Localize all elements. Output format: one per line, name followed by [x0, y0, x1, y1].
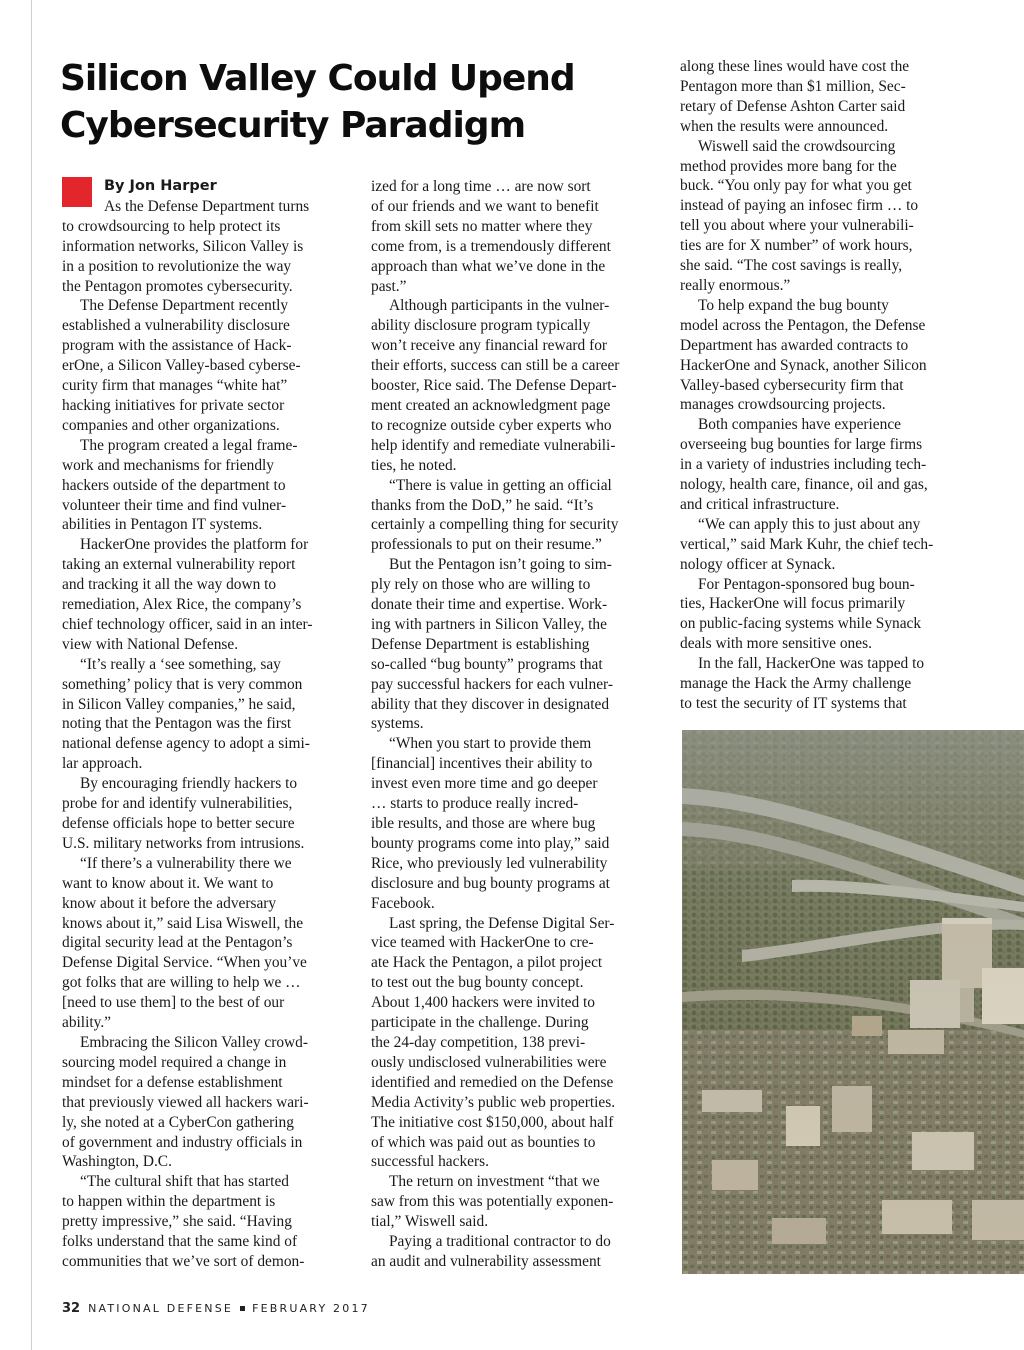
publication-name: NATIONAL DEFENSE: [88, 1302, 234, 1315]
text-line: ties, he noted.: [371, 456, 457, 474]
text-line: so-called “bug bounty” programs that: [371, 655, 603, 673]
text-line: ability that they discover in designated: [371, 695, 610, 713]
text-line: ply rely on those who are willing to: [371, 576, 591, 594]
text-line: In the fall, HackerOne was tapped to: [698, 655, 925, 673]
text-line: want to know about it. We want to: [62, 874, 274, 892]
text-line: thanks from the DoD,” he said. “It’s: [371, 496, 594, 514]
text-line: Defense Department is establishing: [371, 635, 590, 653]
title-line: Silicon Valley Could Upend: [60, 58, 575, 99]
text-line: remediation, Alex Rice, the company’s: [62, 596, 302, 614]
text-line: ties are for X number” of work hours,: [680, 237, 913, 255]
text-line: ously undisclosed vulnerabilities were: [371, 1053, 607, 1071]
paragraph: [680, 515, 980, 575]
text-line: approach than what we’ve done in the: [371, 257, 606, 275]
paragraph: [62, 655, 362, 774]
text-line: the 24-day competition, 138 previ-: [371, 1033, 586, 1051]
text-line: nology officer at Synack.: [680, 555, 836, 573]
text-line: and tracking it all the way down to: [62, 576, 277, 594]
text-line: the Pentagon promotes cybersecurity.: [62, 277, 293, 295]
text-line: As the Defense Department turns: [104, 197, 310, 215]
footer-separator: [240, 1306, 245, 1311]
text-line: participate in the challenge. During: [371, 1014, 589, 1032]
article-column-3: [680, 57, 980, 714]
text-line: she said. “The cost savings is really,: [680, 257, 903, 275]
text-line: tell you about where your vulnerabili-: [680, 217, 914, 235]
paragraph: [371, 555, 671, 734]
text-line: professionals to put on their resume.”: [371, 536, 602, 554]
page-number: 32: [62, 1301, 81, 1316]
text-line: in a variety of industries including tech-: [680, 456, 927, 474]
text-line: got folks that are willing to help we …: [62, 974, 301, 992]
text-line: Paying a traditional contractor to do: [389, 1233, 611, 1251]
text-line: volunteer their time and find vulner-: [62, 496, 287, 514]
text-line: ing with partners in Silicon Valley, the: [371, 615, 607, 633]
aerial-city-photo: [682, 730, 1024, 1274]
paragraph: [62, 436, 362, 536]
text-line: along these lines would have cost the: [680, 58, 910, 75]
text-line: help identify and remediate vulnerabili-: [371, 436, 616, 454]
text-line: [financial] incentives their ability to: [371, 755, 593, 773]
text-line: ment created an acknowledgment page: [371, 396, 611, 414]
paragraph: [680, 415, 980, 515]
text-line: The return on investment “that we: [389, 1173, 600, 1191]
text-line: HackerOne provides the platform for: [80, 536, 309, 554]
text-line: of our friends and we want to benefit: [371, 197, 599, 215]
text-line: from skill sets no matter where they: [371, 217, 593, 235]
text-line: an audit and vulnerability assessment: [371, 1252, 601, 1270]
text-line: “When you start to provide them: [389, 735, 592, 753]
title-line: Cybersecurity Paradigm: [60, 105, 526, 146]
text-line: to test the security of IT systems that: [680, 695, 907, 712]
text-line: in Silicon Valley companies,” he said,: [62, 695, 296, 713]
text-line: instead of paying an infosec firm … to: [680, 197, 919, 215]
text-line: curity firm that manages “white hat”: [62, 377, 288, 395]
text-line: Facebook.: [371, 894, 435, 912]
text-line: “If there’s a vulnerability there we: [80, 854, 292, 872]
text-line: program with the assistance of Hack-: [62, 337, 292, 355]
text-line: to crowdsourcing to help protect its: [62, 217, 281, 235]
text-line: view with National Defense.: [62, 635, 239, 653]
text-line: tial,” Wiswell said.: [371, 1213, 489, 1231]
paragraph: [62, 197, 362, 217]
article-column-2: [371, 177, 671, 1272]
text-line: deals with more sensitive ones.: [680, 635, 872, 653]
paragraph: [680, 57, 980, 137]
text-line: know about it before the adversary: [62, 894, 277, 912]
text-line: retary of Defense Ashton Carter said: [680, 97, 906, 115]
text-line: defense officials hope to better secure: [62, 815, 295, 832]
text-line: But the Pentagon isn’t going to sim-: [389, 556, 612, 574]
text-line: vertical,” said Mark Kuhr, the chief tech-: [680, 535, 934, 553]
text-line: manage the Hack the Army challenge: [680, 675, 912, 693]
paragraph: [371, 914, 671, 1173]
paragraph: [680, 296, 980, 415]
text-line: communities that we’ve sort of demon-: [62, 1252, 305, 1270]
text-line: to test out the bug bounty concept.: [371, 974, 584, 992]
text-line: their efforts, success can still be a career: [371, 357, 620, 375]
text-line: sourcing model required a change in: [62, 1053, 287, 1071]
text-line: [need to use them] to the best of our: [62, 994, 285, 1012]
text-line: something’ policy that is very common: [62, 675, 303, 693]
text-line: For Pentagon-sponsored bug boun-: [698, 575, 915, 593]
text-line: nology, health care, finance, oil and gas,: [680, 476, 928, 494]
text-line: HackerOne and Synack, another Silicon: [680, 356, 927, 374]
text-line: Pentagon more than $1 million, Sec-: [680, 77, 906, 95]
text-line: to happen within the department is: [62, 1193, 276, 1211]
byline: By Jon Harper: [104, 178, 217, 194]
text-line: certainly a compelling thing for security: [371, 516, 619, 534]
paragraph: [680, 654, 980, 714]
paragraph: [371, 476, 671, 556]
text-line: Valley-based cybersecurity firm that: [680, 376, 904, 394]
paragraph: [62, 296, 362, 435]
text-line: successful hackers.: [371, 1153, 489, 1171]
paragraph: [371, 177, 671, 296]
text-line: hacking initiatives for private sector: [62, 396, 285, 414]
text-line: The initiative cost $150,000, about half: [371, 1113, 614, 1131]
text-line: ible results, and those are where bug: [371, 815, 596, 832]
paragraph: [62, 854, 362, 1033]
text-line: Media Activity’s public web properties.: [371, 1093, 616, 1111]
paragraph: [371, 296, 671, 475]
text-line: folks understand that the same kind of: [62, 1233, 298, 1251]
text-line: donate their time and expertise. Work-: [371, 596, 608, 614]
text-line: method provides more bang for the: [680, 157, 897, 175]
paragraph: [62, 1033, 362, 1172]
text-line: established a vulnerability disclosure: [62, 317, 290, 335]
text-line: Defense Digital Service. “When you’ve: [62, 954, 307, 972]
paragraph: [62, 217, 362, 297]
page-left-rule: [31, 0, 32, 1350]
article-column-1: [62, 177, 362, 1272]
paragraph: [371, 1172, 671, 1232]
text-line: Although participants in the vulner-: [389, 297, 610, 315]
text-line: overseeing bug bounties for large firms: [680, 436, 923, 454]
text-line: information networks, Silicon Valley is: [62, 237, 304, 255]
text-line: saw from this was potentially exponen-: [371, 1193, 614, 1211]
text-line: ized for a long time … are now sort: [371, 178, 591, 195]
text-line: “We can apply this to just about any: [698, 515, 921, 533]
text-line: Wiswell said the crowdsourcing: [698, 137, 896, 155]
text-line: About 1,400 hackers were invited to: [371, 994, 595, 1012]
paragraph: [62, 1172, 362, 1272]
text-line: “It’s really a ‘see something, say: [80, 655, 281, 673]
text-line: of which was paid out as bounties to: [371, 1133, 596, 1151]
text-line: erOne, a Silicon Valley-based cyberse-: [62, 357, 301, 375]
text-line: The program created a legal frame-: [80, 436, 298, 454]
text-line: companies and other organizations.: [62, 416, 280, 434]
text-line: digital security lead at the Pentagon’s: [62, 934, 293, 952]
text-line: to recognize outside cyber experts who: [371, 416, 612, 434]
text-line: ties, HackerOne will focus primarily: [680, 595, 906, 613]
page-footer: [62, 1301, 370, 1316]
text-line: Both companies have experience: [698, 416, 901, 434]
text-line: The Defense Department recently: [80, 297, 289, 315]
text-line: noting that the Pentagon was the first: [62, 715, 292, 733]
text-line: that previously viewed all hackers wari-: [62, 1093, 309, 1111]
text-line: won’t receive any financial reward for: [371, 337, 608, 355]
text-line: ly, she noted at a CyberCon gathering: [62, 1113, 294, 1131]
text-line: disclosure and bug bounty programs at: [371, 874, 610, 892]
text-line: model across the Pentagon, the Defense: [680, 316, 926, 334]
text-line: on public-facing systems while Synack: [680, 615, 922, 633]
text-line: identified and remedied on the Defense: [371, 1073, 614, 1091]
text-line: systems.: [371, 715, 424, 733]
text-line: ability disclosure program typically: [371, 317, 591, 335]
text-line: lar approach.: [62, 755, 143, 773]
text-line: “The cultural shift that has started: [80, 1173, 289, 1191]
paragraph: [62, 774, 362, 854]
text-line: and critical infrastructure.: [680, 495, 840, 513]
article-title: [60, 55, 620, 149]
text-line: of government and industry officials in: [62, 1133, 303, 1151]
text-line: chief technology officer, said in an inter-: [62, 615, 313, 633]
text-line: booster, Rice said. The Defense Depart-: [371, 377, 617, 395]
text-line: abilities in Pentagon IT systems.: [62, 516, 263, 534]
text-line: Department has awarded contracts to: [680, 336, 909, 354]
text-line: buck. “You only pay for what you get: [680, 177, 912, 195]
text-line: in a position to revolutionize the way: [62, 257, 292, 275]
text-line: Embracing the Silicon Valley crowd-: [80, 1033, 308, 1051]
text-line: come from, is a tremendously different: [371, 237, 611, 255]
paragraph: [680, 575, 980, 655]
paragraph: [371, 734, 671, 913]
text-line: probe for and identify vulnerabilities,: [62, 795, 293, 813]
text-line: invest even more time and go deeper: [371, 775, 598, 793]
issue-date: FEBRUARY 2017: [252, 1302, 370, 1315]
text-line: past.”: [371, 277, 407, 295]
paragraph: [62, 535, 362, 654]
text-line: manages crowdsourcing projects.: [680, 396, 886, 414]
text-line: national defense agency to adopt a simi-: [62, 735, 310, 753]
text-line: Last spring, the Defense Digital Ser-: [389, 914, 615, 932]
text-line: knows about it,” said Lisa Wiswell, the: [62, 914, 304, 932]
text-line: pay successful hackers for each vulner-: [371, 675, 613, 693]
text-line: vice teamed with HackerOne to cre-: [371, 934, 594, 952]
text-line: bounty programs come into play,” said: [371, 834, 610, 852]
text-line: U.S. military networks from intrusions.: [62, 834, 305, 852]
text-line: ability.”: [62, 1014, 112, 1032]
text-line: taking an external vulnerability report: [62, 556, 296, 574]
text-line: when the results were announced.: [680, 117, 889, 135]
text-line: pretty impressive,” she said. “Having: [62, 1213, 292, 1231]
paragraph: [371, 1232, 671, 1272]
text-line: By encouraging friendly hackers to: [80, 775, 298, 793]
text-line: Washington, D.C.: [62, 1153, 172, 1171]
text-line: To help expand the bug bounty: [698, 296, 889, 314]
paragraph: [680, 137, 980, 296]
text-line: ate Hack the Pentagon, a pilot project: [371, 954, 603, 972]
text-line: really enormous.”: [680, 276, 791, 294]
text-line: … starts to produce really incred-: [371, 795, 579, 813]
text-line: “There is value in getting an official: [389, 476, 612, 494]
text-line: mindset for a defense establishment: [62, 1073, 283, 1091]
text-line: hackers outside of the department to: [62, 476, 286, 494]
text-line: Rice, who previously led vulnerability: [371, 854, 608, 872]
text-line: work and mechanisms for friendly: [62, 456, 274, 474]
